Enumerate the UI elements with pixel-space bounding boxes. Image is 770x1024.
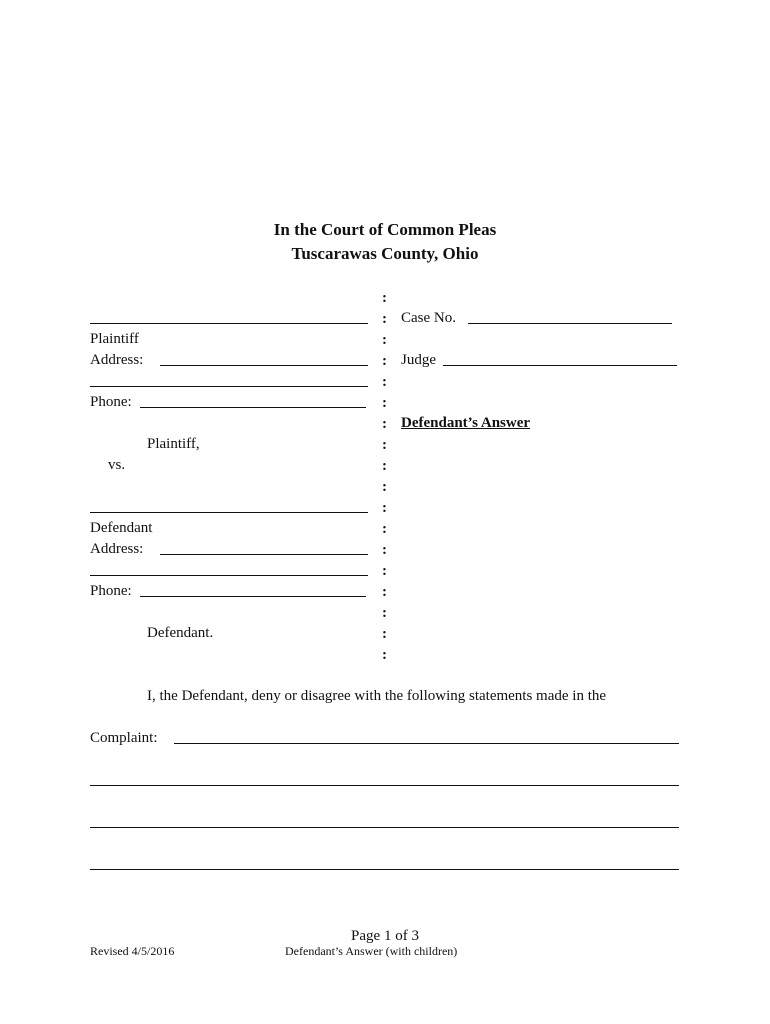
plaintiff-address-field[interactable] — [160, 365, 368, 366]
page-number: Page 1 of 3 — [351, 928, 419, 944]
colon: : — [382, 563, 387, 579]
defendant-name-field[interactable] — [90, 512, 368, 513]
complaint-line-3-field[interactable] — [90, 827, 679, 828]
colon: : — [382, 290, 387, 306]
revised-date: Revised 4/5/2016 — [90, 944, 175, 958]
colon: : — [382, 395, 387, 411]
defendant-address-label: Address: — [90, 541, 144, 557]
judge-field[interactable] — [443, 365, 677, 366]
document-title: Defendant’s Answer — [401, 415, 531, 431]
form-name: Defendant’s Answer (with children) — [285, 944, 458, 958]
colon: : — [382, 626, 387, 642]
complaint-line-2-field[interactable] — [90, 785, 679, 786]
answer-statement: I, the Defendant, deny or disagree with the following statements made in the — [147, 688, 607, 704]
colon: : — [382, 416, 387, 432]
complaint-line-1-field[interactable] — [174, 743, 679, 744]
plaintiff-closing-label: Plaintiff, — [147, 436, 200, 452]
case-number-label: Case No. — [401, 310, 456, 326]
colon: : — [382, 458, 387, 474]
complaint-label: Complaint: — [90, 730, 158, 746]
judge-label: Judge — [401, 352, 436, 368]
colon: : — [382, 437, 387, 453]
colon: : — [382, 584, 387, 600]
colon: : — [382, 647, 387, 663]
court-title: In the Court of Common Pleas — [273, 220, 497, 239]
defendant-phone-field[interactable] — [140, 596, 366, 597]
colon: : — [382, 332, 387, 348]
case-number-field[interactable] — [468, 323, 672, 324]
colon: : — [382, 353, 387, 369]
plaintiff-name-field[interactable] — [90, 323, 368, 324]
colon: : — [382, 374, 387, 390]
colon: : — [382, 500, 387, 516]
plaintiff-role-label: Plaintiff — [90, 331, 139, 347]
colon: : — [382, 542, 387, 558]
defendant-address-field[interactable] — [160, 554, 368, 555]
plaintiff-address-label: Address: — [90, 352, 144, 368]
colon: : — [382, 479, 387, 495]
colon: : — [382, 605, 387, 621]
county-title: Tuscarawas County, Ohio — [291, 244, 479, 263]
defendant-phone-label: Phone: — [90, 583, 132, 599]
colon: : — [382, 311, 387, 327]
plaintiff-address-line2-field[interactable] — [90, 386, 368, 387]
plaintiff-phone-field[interactable] — [140, 407, 366, 408]
colon: : — [382, 521, 387, 537]
complaint-line-4-field[interactable] — [90, 869, 679, 870]
defendant-role-label: Defendant — [90, 520, 153, 536]
plaintiff-phone-label: Phone: — [90, 394, 132, 410]
defendant-closing-label: Defendant. — [147, 625, 214, 641]
versus-label: vs. — [108, 457, 126, 473]
defendant-address-line2-field[interactable] — [90, 575, 368, 576]
